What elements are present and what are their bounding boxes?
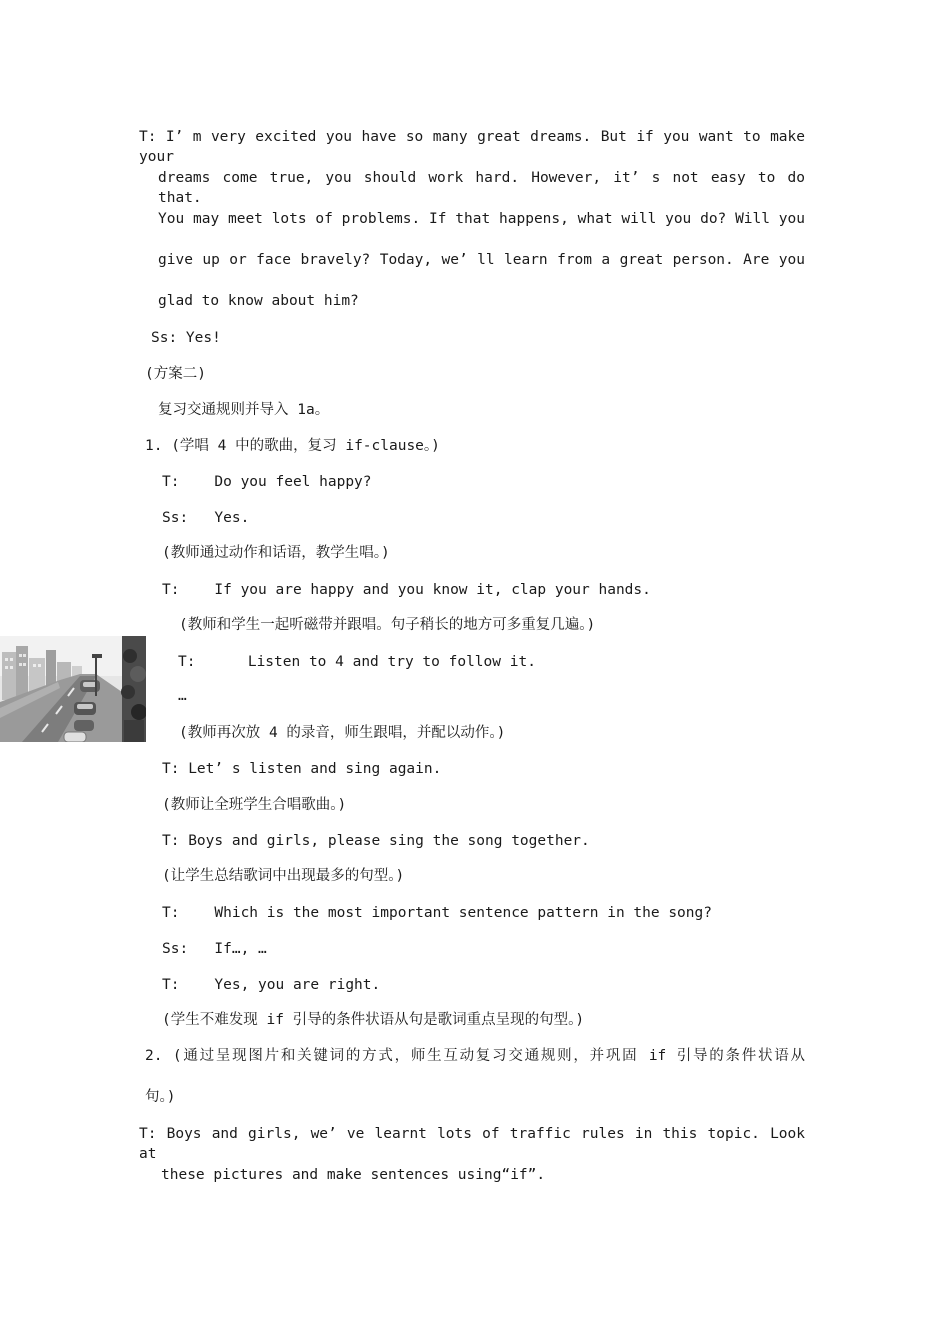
teaching-note: (学生不难发现 if 引导的条件状语从句是歌词重点呈现的句型。) bbox=[162, 1012, 585, 1028]
dialogue-line: these pictures and make sentences using“if”. bbox=[161, 1167, 546, 1183]
dialogue-line: T: Yes, you are right. bbox=[162, 977, 381, 993]
dialogue-line: T: Boys and girls, please sing the song together. bbox=[162, 833, 590, 849]
student-reply: Ss: Yes! bbox=[151, 330, 221, 346]
section-intro: 复习交通规则并导入 1a。 bbox=[158, 402, 330, 418]
ellipsis-line: … bbox=[178, 688, 187, 704]
dialogue-line: T: Let’ s listen and sing again. bbox=[162, 761, 442, 777]
step-heading-continued: 句。) bbox=[145, 1089, 176, 1105]
teaching-note: (教师再次放 4 的录音，师生跟唱，并配以动作。) bbox=[179, 725, 506, 741]
teaching-note: (教师和学生一起听磁带并跟唱。句子稍长的地方可多重复几遍。) bbox=[179, 617, 596, 633]
teaching-note: (教师通过动作和话语，教学生唱。) bbox=[162, 545, 390, 561]
dialogue-line: Ss: Yes. bbox=[162, 510, 250, 526]
street-traffic-picture bbox=[0, 636, 146, 742]
teaching-note: (让学生总结歌词中出现最多的句型。) bbox=[162, 868, 405, 884]
dialogue-line: T: I’ m very excited you have so many great dreams. But if you want to make your bbox=[139, 129, 805, 165]
dialogue-line: T: Listen to 4 and try to follow it. bbox=[178, 654, 536, 670]
dialogue-line: T: Which is the most important sentence pattern in the song? bbox=[162, 905, 712, 921]
step-heading: 1. (学唱 4 中的歌曲，复习 if-clause。) bbox=[145, 438, 440, 454]
step-heading: 2. (通过呈现图片和关键词的方式，师生互动复习交通规则，并巩固 if 引导的条件状语从 bbox=[145, 1048, 805, 1064]
dialogue-line: T: Do you feel happy? bbox=[162, 474, 372, 490]
dialogue-line: give up or face bravely? Today, we’ ll learn from a great person. Are you bbox=[158, 252, 805, 268]
dialogue-line: dreams come true, you should work hard. However, it’ s not easy to do that. bbox=[158, 170, 805, 206]
dialogue-line: You may meet lots of problems. If that happens, what will you do? Will you bbox=[158, 211, 805, 227]
dialogue-line: glad to know about him? bbox=[158, 293, 359, 309]
dialogue-line: Ss: If…, … bbox=[162, 941, 267, 957]
dialogue-line: T: Boys and girls, we’ ve learnt lots of traffic rules in this topic. Look at bbox=[139, 1126, 805, 1162]
section-heading: (方案二) bbox=[145, 366, 206, 382]
teaching-note: (教师让全班学生合唱歌曲。) bbox=[162, 797, 347, 813]
dialogue-line: T: If you are happy and you know it, clap your hands. bbox=[162, 582, 651, 598]
